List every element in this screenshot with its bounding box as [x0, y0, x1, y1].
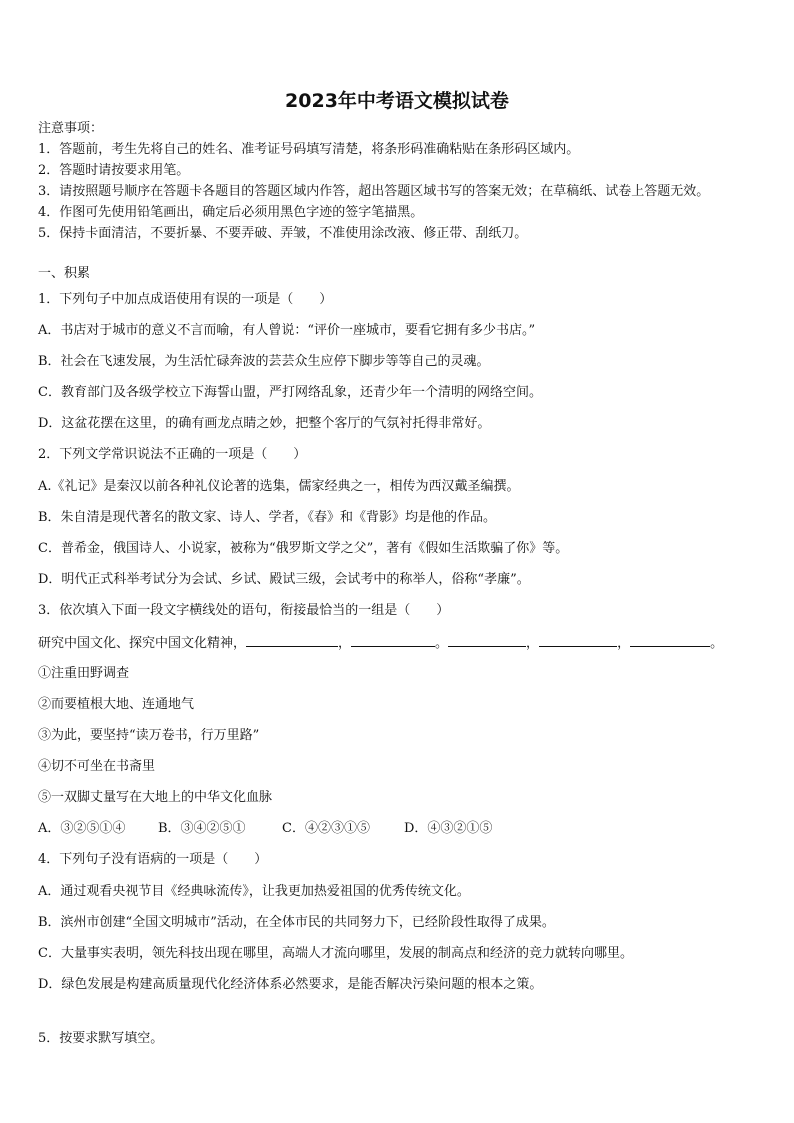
option-c: C．普希金，俄国诗人、小说家，被称为“俄罗斯文学之父”，著有《假如生活欺骗了你》等。	[38, 541, 569, 556]
sentence-item: ②而要植根大地、连通地气	[38, 697, 195, 712]
option-d: D．绿色发展是构建高质量现代化经济体系必然要求，是能否解决污染问题的根本之策。	[38, 977, 543, 992]
question-stem: 4．下列句子没有语病的一项是（ ）	[38, 852, 268, 867]
question-stem: 3．依次填入下面一段文字横线处的语句，衔接最恰当的一组是（ ）	[38, 603, 450, 618]
option-b: B．朱自清是现代著名的散文家、诗人、学者，《春》和《背影》均是他的作品。	[38, 510, 497, 525]
fill-blank	[246, 634, 338, 647]
sentence-item: ④切不可坐在书斋里	[38, 759, 156, 774]
passage-lead: 研究中国文化、探究中国文化精神，	[38, 636, 247, 651]
option-c: C．教育部门及各级学校立下海誓山盟，严打网络乱象，还青少年一个清明的网络空间。	[38, 385, 542, 400]
option-a: A.《礼记》是秦汉以前各种礼仪论著的选集，儒家经典之一，相传为西汉戴圣编撰。	[38, 479, 520, 494]
choice-a: A．③②⑤①④	[38, 821, 126, 836]
notice-item: 2．答题时请按要求用笔。	[38, 163, 190, 178]
option-d: D．明代正式科举考试分为会试、乡试、殿试三级，会试考中的称举人，俗称“孝廉”。	[38, 572, 530, 587]
option-b: B．滨州市创建“全国文明城市”活动，在全体市民的共同努力下，已经阶段性取得了成果。	[38, 915, 555, 930]
passage-with-blanks	[38, 634, 764, 652]
sentence-item: ③为此，要坚持“读万卷书，行万里路”	[38, 728, 260, 743]
option-a: A．书店对于城市的意义不言而喻，有人曾说：“评价一座城市，要看它拥有多少书店。”	[38, 323, 536, 338]
sentence-item: ⑤一双脚丈量写在大地上的中华文化血脉	[38, 790, 273, 805]
question-stem: 1．下列句子中加点成语使用有误的一项是（ ）	[38, 292, 333, 307]
punctuation: 。	[710, 636, 724, 651]
notice-item: 3．请按照题号顺序在答题卡各题目的答题区域内作答，超出答题区域书写的答案无效；在草稿纸、试卷上答题无效。	[38, 184, 710, 199]
notice-heading: 注意事项：	[38, 121, 104, 136]
punctuation: ，	[338, 636, 352, 651]
page-title: 2023年中考语文模拟试卷	[285, 90, 509, 112]
option-a: A．通过观看央视节目《经典咏流传》，让我更加热爱祖国的优秀传统文化。	[38, 884, 470, 899]
option-d: D．这盆花摆在这里，的确有画龙点睛之妙，把整个客厅的气氛衬托得非常好。	[38, 416, 491, 431]
choice-c: C．④②③①⑤	[282, 821, 370, 836]
question-stem: 2．下列文学常识说法不正确的一项是（ ）	[38, 447, 307, 462]
notice-item: 5．保持卡面清洁，不要折暴、不要弄破、弄皱，不准使用涂改液、修正带、刮纸刀。	[38, 226, 528, 241]
fill-blank	[351, 634, 435, 647]
option-c: C．大量事实表明，领先科技出现在哪里，高端人才流向哪里，发展的制高点和经济的竞力就转向哪里。	[38, 946, 633, 961]
punctuation: ，	[617, 636, 631, 651]
fill-blank	[448, 634, 526, 647]
section-heading: 一、积累	[38, 266, 91, 281]
fill-blank	[630, 634, 710, 647]
option-b: B．社会在飞速发展，为生活忙碌奔波的芸芸众生应停下脚步等等自己的灵魂。	[38, 354, 490, 369]
punctuation: 。	[435, 636, 449, 651]
choice-b: B．③④②⑤①	[158, 821, 246, 836]
notice-item: 4．作图可先使用铅笔画出，确定后必须用黑色字迹的签字笔描黑。	[38, 205, 424, 220]
punctuation: ，	[526, 636, 540, 651]
choice-row	[38, 821, 764, 837]
fill-blank	[539, 634, 617, 647]
choice-d: D．④③②①⑤	[404, 821, 493, 836]
sentence-item: ①注重田野调查	[38, 666, 130, 681]
notice-item: 1．答题前，考生先将自己的姓名、准考证号码填写清楚，将条形码准确粘贴在条形码区域内。	[38, 142, 580, 157]
question-stem: 5．按要求默写填空。	[38, 1031, 164, 1046]
